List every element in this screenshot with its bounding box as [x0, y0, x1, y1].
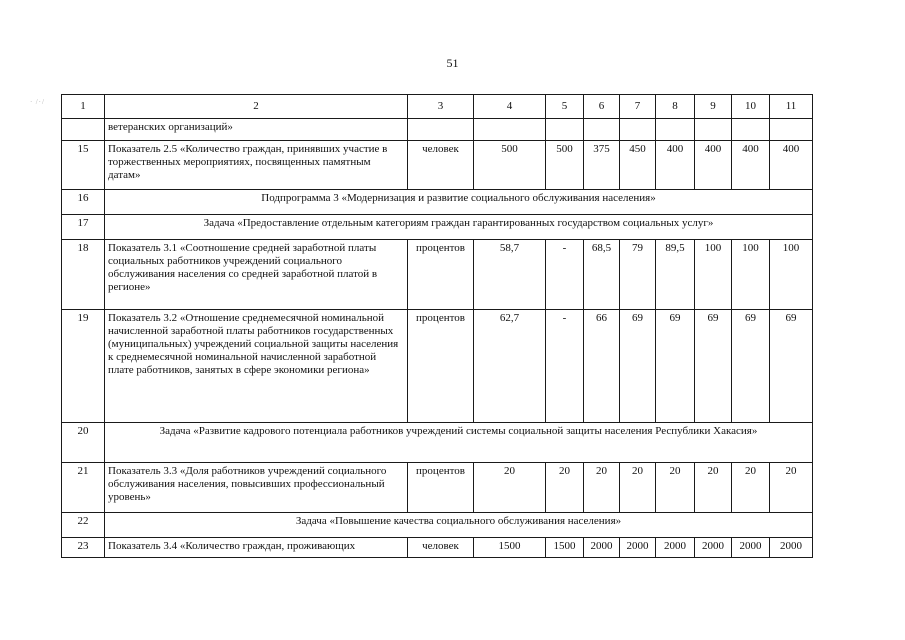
unit-cell: процентов [408, 310, 474, 423]
section-row [62, 190, 813, 215]
row-number: 16 [62, 190, 105, 215]
value-cell: 79 [620, 240, 656, 310]
value-cell: 69 [656, 310, 695, 423]
value-cell: 400 [695, 141, 732, 190]
value-cell: 69 [732, 310, 770, 423]
header-cell-3: 3 [408, 95, 474, 119]
indicator-name: ветеранских организаций» [105, 119, 408, 141]
header-cell-7: 7 [620, 95, 656, 119]
table-row [62, 240, 813, 310]
value-cell: 2000 [732, 538, 770, 558]
value-cell [656, 119, 695, 141]
value-cell: 68,5 [584, 240, 620, 310]
indicator-name: Показатель 2.5 «Количество граждан, принявших участие в торжественных мероприятиях, посвященных памятным датам» [105, 141, 408, 190]
unit-cell: процентов [408, 240, 474, 310]
value-cell: 20 [656, 463, 695, 513]
value-cell: 20 [474, 463, 546, 513]
value-cell [584, 119, 620, 141]
value-cell: 69 [620, 310, 656, 423]
header-cell-9: 9 [695, 95, 732, 119]
value-cell: 20 [620, 463, 656, 513]
indicator-name: Показатель 3.3 «Доля работников учреждений социального обслуживания населения, повысивших профессиональный уровень» [105, 463, 408, 513]
value-cell: 20 [546, 463, 584, 513]
row-number: 21 [62, 463, 105, 513]
value-cell: 69 [770, 310, 813, 423]
row-number: 22 [62, 513, 105, 538]
value-cell: 100 [770, 240, 813, 310]
unit-cell: человек [408, 141, 474, 190]
section-row [62, 215, 813, 240]
section-title: Задача «Предоставление отдельным категориям граждан гарантированных государством социальных услуг» [105, 215, 813, 240]
value-cell: 400 [770, 141, 813, 190]
row-number: 15 [62, 141, 105, 190]
value-cell: 500 [546, 141, 584, 190]
value-cell: 500 [474, 141, 546, 190]
value-cell: 2000 [620, 538, 656, 558]
page-number: 51 [446, 56, 459, 70]
value-cell: 400 [656, 141, 695, 190]
value-cell: 1500 [546, 538, 584, 558]
header-cell-2: 2 [105, 95, 408, 119]
row-number: 17 [62, 215, 105, 240]
row-number [62, 119, 105, 141]
value-cell: 2000 [770, 538, 813, 558]
section-row [62, 423, 813, 463]
indicator-name: Показатель 3.2 «Отношение среднемесячной номинальной начисленной заработной платы работников государственных (муниципальных) учреждений социальной защиты населения к среднемесячной номинальной начисленной заработной плате работников, занятых в сфере экономики региона» [105, 310, 408, 423]
row-number: 19 [62, 310, 105, 423]
value-cell: 100 [732, 240, 770, 310]
header-cell-6: 6 [584, 95, 620, 119]
table-row [62, 310, 813, 423]
value-cell: 375 [584, 141, 620, 190]
table-row [62, 119, 813, 141]
header-cell-5: 5 [546, 95, 584, 119]
value-cell: 1500 [474, 538, 546, 558]
value-cell: 2000 [656, 538, 695, 558]
unit-cell: человек [408, 538, 474, 558]
value-cell: 450 [620, 141, 656, 190]
value-cell [546, 119, 584, 141]
header-cell-4: 4 [474, 95, 546, 119]
indicator-name: Показатель 3.1 «Соотношение средней заработной платы социальных работников учреждений социального обслуживания населения со средней заработной платой в регионе» [105, 240, 408, 310]
value-cell [620, 119, 656, 141]
value-cell: 2000 [695, 538, 732, 558]
section-title: Задача «Развитие кадрового потенциала работников учреждений системы социальной защиты населения Республики Хакасия» [105, 423, 813, 463]
margin-mark: · /·/ [30, 98, 45, 106]
value-cell: 89,5 [656, 240, 695, 310]
value-cell: 20 [695, 463, 732, 513]
value-cell [770, 119, 813, 141]
header-cell-8: 8 [656, 95, 695, 119]
value-cell: 20 [584, 463, 620, 513]
row-number: 20 [62, 423, 105, 463]
value-cell [474, 119, 546, 141]
section-title: Подпрограмма 3 «Модернизация и развитие социального обслуживания населения» [105, 190, 813, 215]
value-cell: 20 [732, 463, 770, 513]
header-cell-10: 10 [732, 95, 770, 119]
value-cell: 66 [584, 310, 620, 423]
table-row [62, 463, 813, 513]
indicators-table [61, 94, 813, 558]
value-cell: 58,7 [474, 240, 546, 310]
value-cell: 62,7 [474, 310, 546, 423]
indicator-name: Показатель 3.4 «Количество граждан, проживающих [105, 538, 408, 558]
table-body [62, 95, 813, 558]
value-cell: - [546, 310, 584, 423]
value-cell: - [546, 240, 584, 310]
value-cell [732, 119, 770, 141]
row-number: 18 [62, 240, 105, 310]
value-cell: 2000 [584, 538, 620, 558]
unit-cell [408, 119, 474, 141]
row-number: 23 [62, 538, 105, 558]
section-title: Задача «Повышение качества социального обслуживания населения» [105, 513, 813, 538]
value-cell: 400 [732, 141, 770, 190]
table-header-row [62, 95, 813, 119]
value-cell: 20 [770, 463, 813, 513]
unit-cell: процентов [408, 463, 474, 513]
value-cell: 69 [695, 310, 732, 423]
section-row [62, 513, 813, 538]
table-row [62, 538, 813, 558]
table-row [62, 141, 813, 190]
header-cell-11: 11 [770, 95, 813, 119]
header-cell-1: 1 [62, 95, 105, 119]
value-cell: 100 [695, 240, 732, 310]
value-cell [695, 119, 732, 141]
